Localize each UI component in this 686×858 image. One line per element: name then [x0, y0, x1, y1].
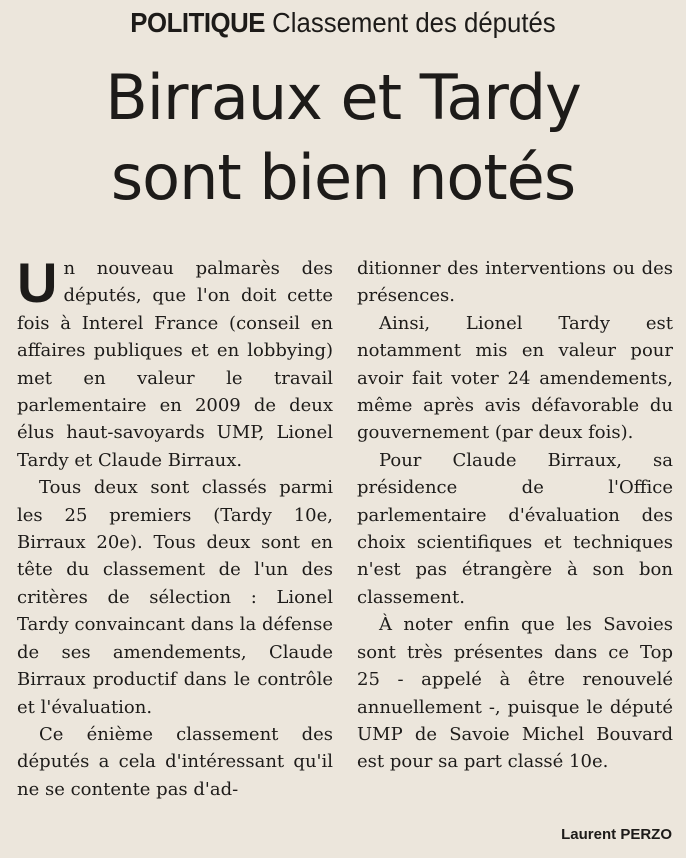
- article-headline: [0, 58, 686, 218]
- column-right: [357, 255, 673, 776]
- paragraph-5: Pour Claude Birraux, sa présidence de l'Office parlementaire d'évaluation des choix scientifiques et techniques n'est pas étrangère à son bon classement.: [357, 449, 673, 608]
- paragraph-3-end: ditionner des interventions ou des présences.: [357, 258, 673, 307]
- paragraph-2: Tous deux sont classés parmi les 25 premiers (Tardy 10e, Birraux 20e). Tous deux sont en tête du classement de l'un des critères de sélection : Lionel Tardy convaincant dans la défense de ses amendements, Claude Birraux productif dans le contrôle et l'évaluation.: [17, 477, 333, 718]
- headline-line-1: Birraux et Tardy: [105, 61, 581, 134]
- column-left: [17, 251, 333, 803]
- paragraph-6: À noter enfin que les Savoies sont très présentes dans ce Top 25 - appelé à être renouvelé annuellement -, puisque le député UMP de Savoie Michel Bouvard est pour sa part classé 10e.: [357, 614, 673, 773]
- paragraph-1-text: n nouveau palmarès des députés, que l'on doit cette fois à Interel France (conseil en affaires publiques et en lobbying) met en valeur le travail parlementaire en 2009 de deux élus haut-savoyards UMP, Lionel Tardy et Claude Birraux.: [17, 258, 333, 471]
- paragraph-1: [17, 251, 333, 474]
- paragraph-3-start: Ce énième classement des députés a cela d'intéressant qu'il ne se contente pas d'ad-: [17, 723, 333, 800]
- headline-line-2: sont bien notés: [110, 141, 576, 214]
- paragraph-4: Ainsi, Lionel Tardy est notamment mis en valeur pour avoir fait voter 24 amendements, même après avis défavorable du gouvernement (par deux fois).: [357, 312, 673, 444]
- kicker-text: Classement des députés: [272, 7, 556, 38]
- drop-cap: U: [17, 251, 58, 314]
- article-kicker: [27, 6, 658, 40]
- author-signature: Laurent PERZO: [561, 826, 672, 843]
- rubric-label: POLITIQUE: [130, 7, 266, 38]
